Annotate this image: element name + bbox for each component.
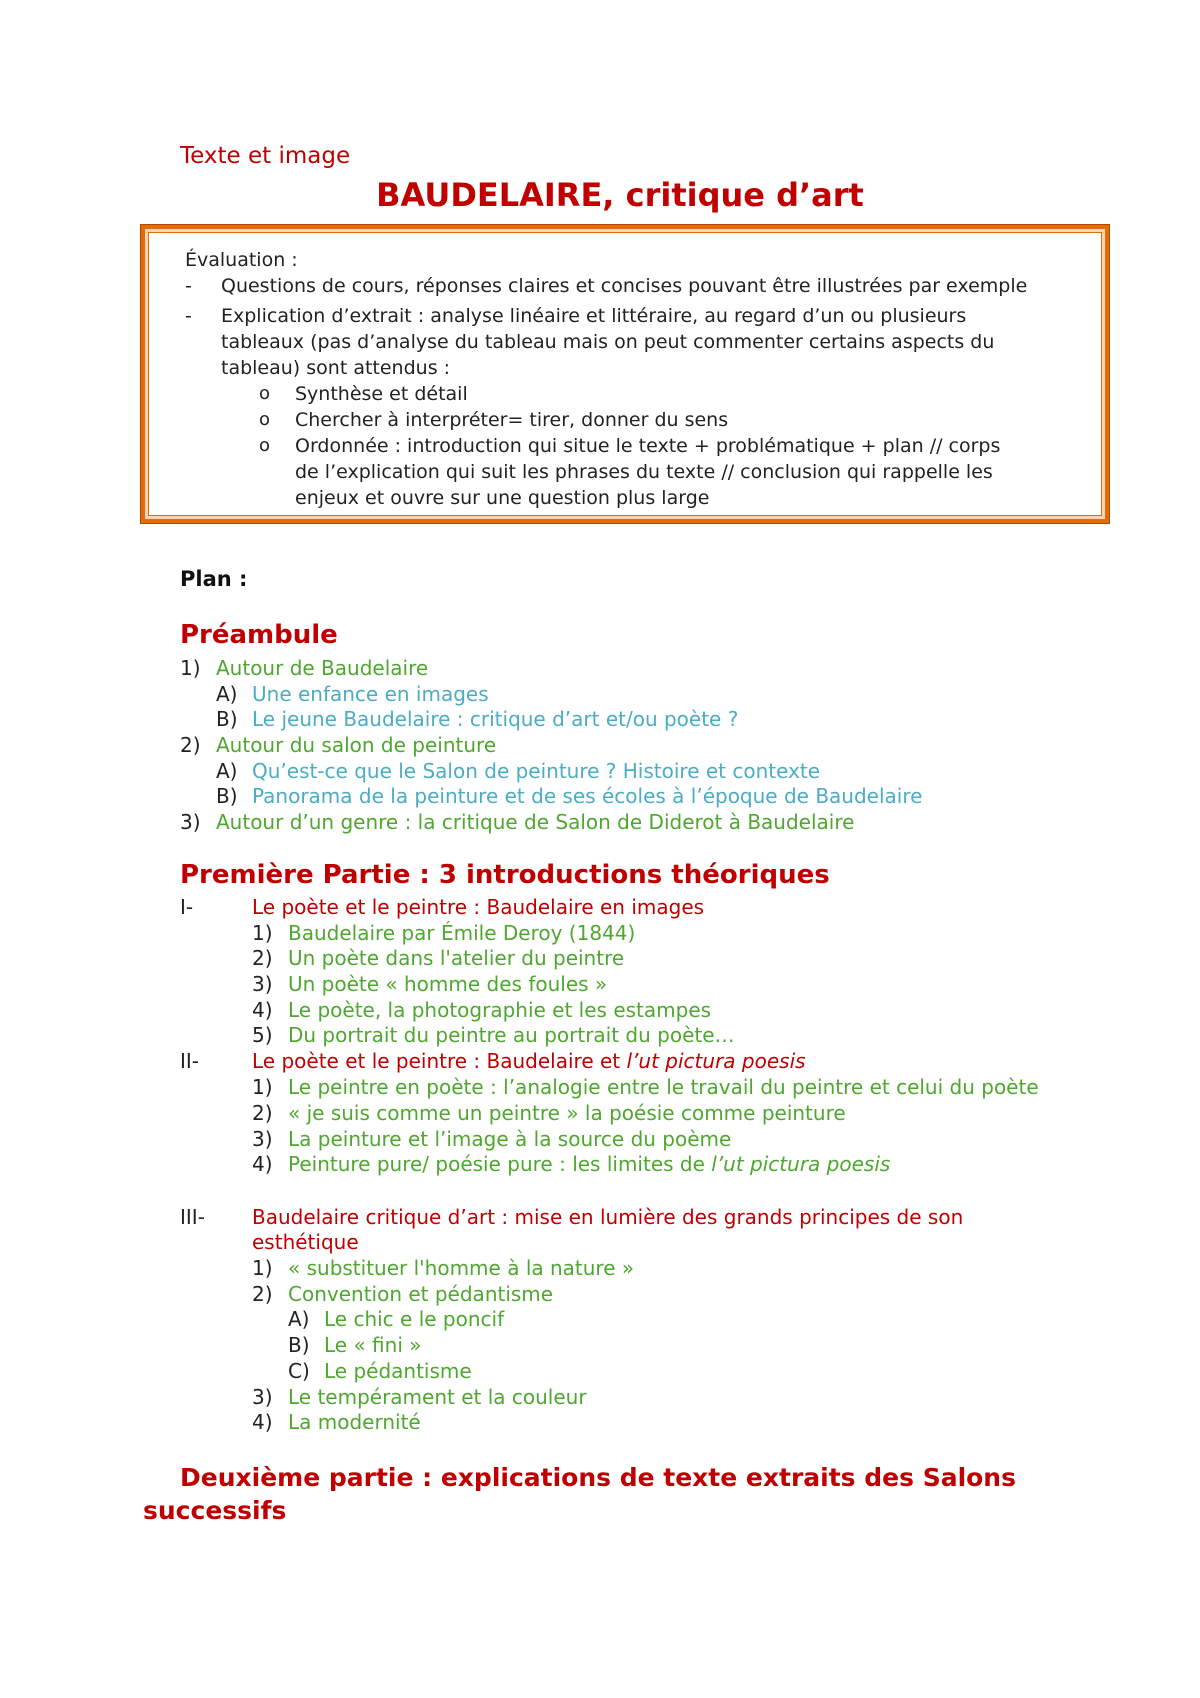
evaluation-subitem — [185, 433, 1075, 511]
list-item-text: Autour du salon de peinture — [216, 733, 497, 757]
list-number: A) — [288, 1307, 310, 1331]
evaluation-subitem-text: de l’explication qui suit les phrases du texte // conclusion qui rappelle les — [295, 461, 993, 483]
list-number: 2) — [252, 1101, 273, 1125]
list-number: B) — [288, 1333, 310, 1357]
roman-item — [180, 1204, 963, 1230]
list-item — [252, 1126, 731, 1152]
list-number: 2) — [180, 733, 201, 757]
list-number: 1) — [252, 1256, 273, 1280]
list-item — [216, 706, 738, 732]
plan-label: Plan : — [180, 567, 248, 591]
list-item — [252, 1281, 553, 1307]
list-item — [288, 1332, 421, 1358]
evaluation-item-text: tableaux (pas d’analyse du tableau mais on peut commenter certains aspects du — [221, 331, 995, 353]
list-item — [252, 997, 711, 1023]
list-item — [252, 1409, 421, 1435]
roman-number: I- — [180, 895, 194, 919]
list-number: 2) — [252, 946, 273, 970]
evaluation-item-text: tableau) sont attendus : — [221, 357, 451, 379]
list-item-text: Baudelaire par Émile Deroy (1844) — [288, 921, 636, 945]
list-number: 1) — [252, 1075, 273, 1099]
list-item-text: Une enfance en images — [252, 682, 489, 706]
list-item-text: Autour d’un genre : la critique de Salon de Diderot à Baudelaire — [216, 810, 855, 834]
evaluation-heading: Évaluation : — [185, 249, 298, 271]
list-number: 3) — [180, 810, 201, 834]
list-item — [252, 1100, 846, 1126]
list-item — [180, 809, 854, 835]
document-category: Texte et image — [180, 143, 351, 169]
evaluation-box — [141, 225, 1109, 523]
circle-bullet-icon: o — [259, 435, 271, 456]
evaluation-subitem-text: Ordonnée : introduction qui situe le texte + problématique + plan // corps — [295, 435, 1001, 457]
list-item-text: Du portrait du peintre au portrait du poète… — [288, 1023, 735, 1047]
roman-item — [180, 894, 704, 920]
list-number: 4) — [252, 1152, 273, 1176]
list-item — [216, 681, 489, 707]
list-item — [252, 1022, 735, 1048]
list-item — [252, 1384, 587, 1410]
list-item — [288, 1358, 472, 1384]
list-item — [216, 783, 922, 809]
list-number: 3) — [252, 1385, 273, 1409]
circle-bullet-icon: o — [259, 383, 271, 404]
list-item-text: Le jeune Baudelaire : critique d’art et/ou poète ? — [252, 707, 739, 731]
document-title: BAUDELAIRE, critique d’art — [376, 176, 864, 214]
list-item-text: « je suis comme un peintre » la poésie comme peinture — [288, 1101, 846, 1125]
list-number: 5) — [252, 1023, 273, 1047]
evaluation-item-text: Explication d’extrait : analyse linéaire et littéraire, au regard d’un ou plusieurs — [221, 305, 967, 327]
list-item — [252, 920, 635, 946]
list-item-text: Le peintre en poète : l’analogie entre le travail du peintre et celui du poète — [288, 1075, 1039, 1099]
evaluation-subitem-text: Chercher à interpréter= tirer, donner du sens — [295, 409, 729, 431]
list-number: 2) — [252, 1282, 273, 1306]
list-item-text: Un poète « homme des foules » — [288, 972, 608, 996]
list-number: 1) — [252, 921, 273, 945]
list-item-text: Un poète dans l'atelier du peintre — [288, 946, 625, 970]
evaluation-subitem-text: Synthèse et détail — [295, 383, 468, 405]
list-item — [216, 758, 820, 784]
roman-number: III- — [180, 1205, 205, 1229]
list-item-text: La peinture et l’image à la source du poème — [288, 1127, 732, 1151]
list-number: C) — [288, 1359, 310, 1383]
roman-item-text-continued: esthétique — [252, 1230, 359, 1254]
roman-item-text: Baudelaire critique d’art : mise en lumière des grands principes de son — [252, 1205, 964, 1229]
list-number: 1) — [180, 656, 201, 680]
section-heading-part-two: Deuxième partie : explications de texte extraits des Salons — [180, 1463, 1016, 1492]
list-item-italic: l’ut pictura poesis — [711, 1152, 891, 1176]
list-number: A) — [216, 759, 238, 783]
list-number: A) — [216, 682, 238, 706]
list-item-text: Autour de Baudelaire — [216, 656, 429, 680]
roman-item — [180, 1048, 806, 1074]
list-item — [288, 1306, 504, 1332]
list-number: 4) — [252, 1410, 273, 1434]
evaluation-item — [185, 303, 1075, 381]
list-item — [252, 1255, 634, 1281]
list-item-text: Peinture pure/ poésie pure : les limites de — [288, 1152, 712, 1176]
roman-number: II- — [180, 1049, 200, 1073]
section-heading-part-two-continued: successifs — [143, 1496, 287, 1525]
list-item-text: Convention et pédantisme — [288, 1282, 554, 1306]
list-number: B) — [216, 707, 238, 731]
list-number: 3) — [252, 972, 273, 996]
section-heading-preambule: Préambule — [180, 620, 338, 650]
evaluation-subitem-text: enjeux et ouvre sur une question plus large — [295, 487, 710, 509]
list-item — [252, 1151, 890, 1177]
list-item-text: Le poète, la photographie et les estampes — [288, 998, 712, 1022]
list-item-text: Le chic e le poncif — [324, 1307, 505, 1331]
circle-bullet-icon: o — [259, 409, 271, 430]
list-item — [180, 655, 428, 681]
list-item-text: Qu’est-ce que le Salon de peinture ? Histoire et contexte — [252, 759, 821, 783]
list-number: 4) — [252, 998, 273, 1022]
list-item-text: « substituer l'homme à la nature » — [288, 1256, 635, 1280]
dash-marker: - — [185, 275, 192, 297]
dash-marker: - — [185, 305, 192, 327]
list-item-text: Le « fini » — [324, 1333, 422, 1357]
evaluation-content — [185, 247, 1075, 511]
list-item — [252, 945, 624, 971]
section-heading-part-one: Première Partie : 3 introductions théoriques — [180, 860, 830, 890]
list-item-text: Le pédantisme — [324, 1359, 472, 1383]
list-number: 3) — [252, 1127, 273, 1151]
roman-item-text: Le poète et le peintre : Baudelaire en images — [252, 895, 705, 919]
evaluation-subitem — [185, 407, 1075, 433]
list-item-text: Le tempérament et la couleur — [288, 1385, 587, 1409]
list-item-text: Panorama de la peinture et de ses écoles à l’époque de Baudelaire — [252, 784, 923, 808]
list-item — [180, 732, 496, 758]
roman-item-italic: l’ut pictura poesis — [626, 1049, 806, 1073]
list-item-text: La modernité — [288, 1410, 421, 1434]
list-item — [252, 1074, 1039, 1100]
list-item — [252, 971, 607, 997]
list-number: B) — [216, 784, 238, 808]
evaluation-item — [185, 273, 1075, 299]
evaluation-item-text: Questions de cours, réponses claires et concises pouvant être illustrées par exemple — [221, 275, 1028, 297]
evaluation-subitem — [185, 381, 1075, 407]
roman-item-text: Le poète et le peintre : Baudelaire et — [252, 1049, 627, 1073]
